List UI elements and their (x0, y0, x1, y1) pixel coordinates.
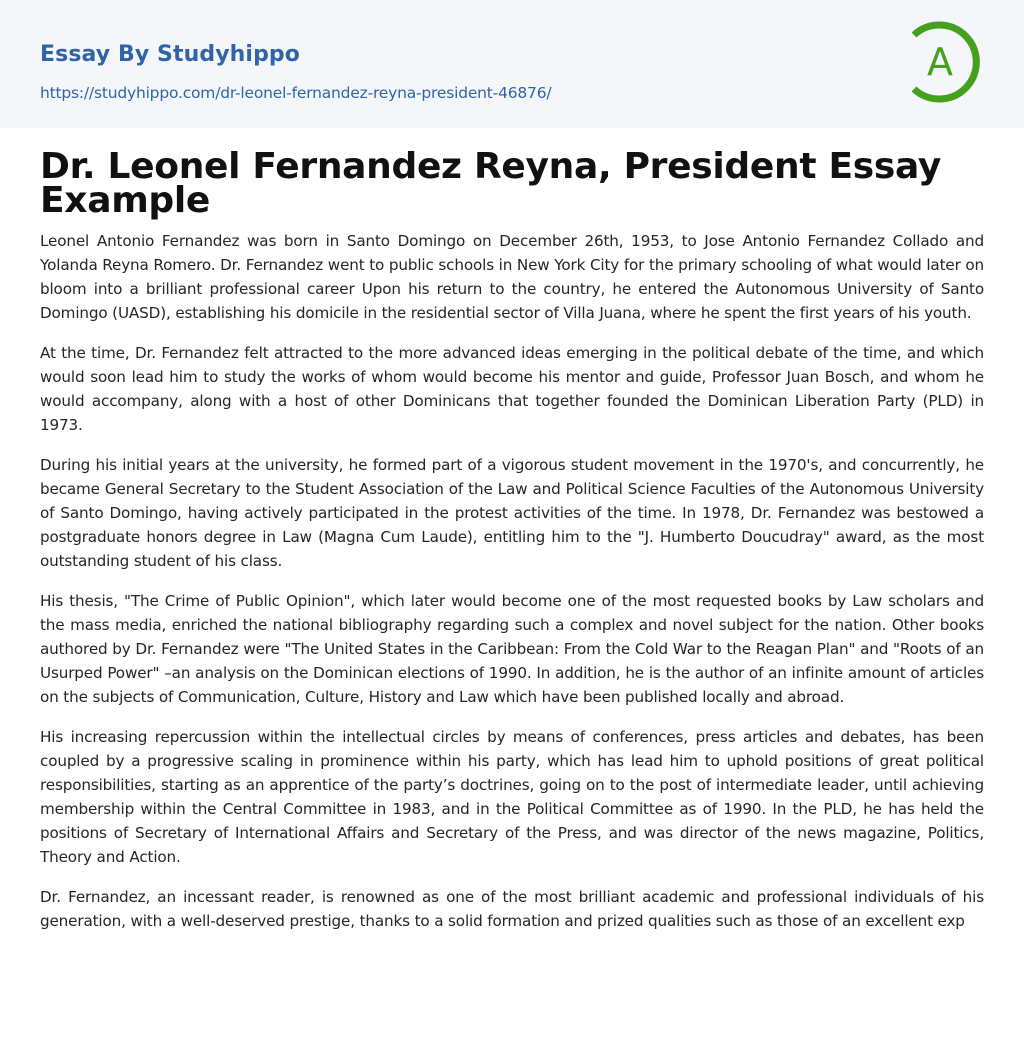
article-title: Dr. Leonel Fernandez Reyna, President Essay Example (40, 146, 942, 221)
paragraph: Leonel Antonio Fernandez was born in Santo Domingo on December 26th, 1953, to Jose Antonio Fernandez Collado and Yolanda Reyna Romero. Dr. Fernandez went to public schools in New York City for the primary schooling of what would later on bloom into a brilliant professional career Upon his return to the country, he entered the Autonomous University of Santo Domingo (UASD), establishing his domicile in the residential sector of Villa Juana, where he spent the first years of his youth. (40, 232, 984, 322)
paragraph: His increasing repercussion within the intellectual circles by means of conferences, press articles and debates, has been coupled by a progressive scaling in prominence within his party, which has lead him to uphold positions of great political responsibilities, starting as an apprentice of the party’s doctrines, going on to the post of intermediate leader, until achieving membership within the Central Committee in 1983, and in the Political Committee as of 1990. In the PLD, he has held the positions of Secretary of International Affairs and Secretary of the Press, and was director of the news magazine, Politics, Theory and Action. (40, 728, 984, 866)
paragraph: At the time, Dr. Fernandez felt attracted to the more advanced ideas emerging in the political debate of the time, and which would soon lead him to study the works of whom would become his mentor and guide, Professor Juan Bosch, and whom he would accompany, along with a host of other Dominicans that together founded the Dominican Liberation Party (PLD) in 1973. (40, 344, 984, 434)
svg-text:A: A (927, 40, 953, 84)
paragraph: Dr. Fernandez, an incessant reader, is renowned as one of the most brilliant academic and professional individuals of his generation, with a well-deserved prestige, thanks to a solid formation and prized qualities such as those of an excellent exp (40, 888, 984, 930)
paragraph: His thesis, "The Crime of Public Opinion", which later would become one of the most requested books by Law scholars and the mass media, enriched the national bibliography regarding such a complex and novel subject for the nation. Other books authored by Dr. Fernandez were "The United States in the Caribbean: From the Cold War to the Reagan Plan" and "Roots of an Usurped Power" –an analysis on the Dominican elections of 1990. In addition, he is the author of an infinite amount of articles on the subjects of Communication, Culture, History and Law which have been published locally and abroad. (40, 592, 984, 706)
site-brand: Essay By Studyhippo (40, 42, 300, 67)
page-url-link[interactable]: https://studyhippo.com/dr-leonel-fernandez-reyna-president-46876/ (40, 84, 552, 102)
paragraph: During his initial years at the university, he formed part of a vigorous student movement in the 1970's, and concurrently, he became General Secretary to the Student Association of the Law and Political Science Faculties of the Autonomous University of Santo Domingo, having actively participated in the protest activities of the time. In 1978, Dr. Fernandez was bestowed a postgraduate honors degree in Law (Magna Cum Laude), entitling him to the "J. Humberto Doucudray" award, as the most outstanding student of his class. (40, 456, 984, 570)
site-header (0, 0, 1024, 128)
article-body (40, 229, 984, 949)
studyhippo-logo-icon (906, 18, 988, 106)
